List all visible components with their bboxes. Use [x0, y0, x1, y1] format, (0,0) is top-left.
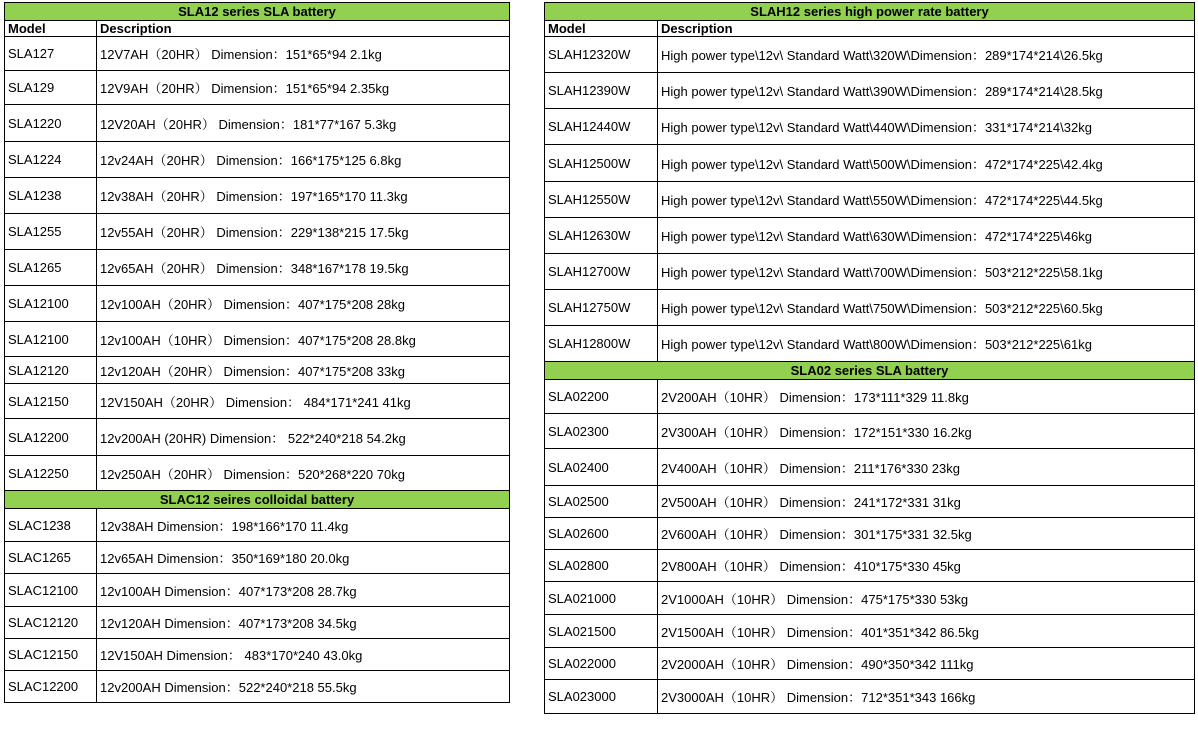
table-row	[5, 250, 510, 286]
model-cell: SLAH12440W	[545, 109, 658, 145]
table-row	[5, 384, 510, 419]
model-cell: SLAC1238	[5, 509, 97, 542]
table-row	[545, 326, 1195, 362]
table-row	[5, 105, 510, 142]
table-row	[545, 414, 1195, 449]
table-row	[545, 254, 1195, 290]
description-cell: 12v200AH (20HR) Dimension： 522*240*218 54.2kg	[97, 419, 510, 456]
table-row	[545, 182, 1195, 218]
model-cell: SLA12100	[5, 322, 97, 357]
table-row	[5, 71, 510, 105]
table-row	[5, 542, 510, 574]
model-column-header: Model	[545, 21, 658, 37]
table-row	[545, 680, 1195, 714]
description-cell: 12v24AH（20HR） Dimension：166*175*125 6.8kg	[97, 142, 510, 178]
table-row	[5, 322, 510, 357]
model-cell: SLA1224	[5, 142, 97, 178]
model-cell: SLA12100	[5, 286, 97, 322]
table-row	[545, 582, 1195, 615]
left-product-table	[4, 2, 510, 703]
model-cell: SLA02800	[545, 550, 658, 582]
right-product-table	[544, 2, 1195, 714]
section-title-row	[5, 491, 510, 509]
description-cell: High power type\12v\ Standard Watt\750W\Dimension：503*212*225\60.5kg	[658, 290, 1195, 326]
model-cell: SLAC1265	[5, 542, 97, 574]
table-row	[545, 380, 1195, 414]
description-cell: 2V1000AH（10HR） Dimension：475*175*330 53kg	[658, 582, 1195, 615]
table-row	[545, 615, 1195, 648]
model-cell: SLA12120	[5, 357, 97, 384]
table-row	[5, 509, 510, 542]
model-cell: SLAH12550W	[545, 182, 658, 218]
description-cell: 2V800AH（10HR） Dimension：410*175*330 45kg	[658, 550, 1195, 582]
left-table-body	[5, 3, 510, 703]
description-cell: 12v120AH（20HR） Dimension：407*175*208 33kg	[97, 357, 510, 384]
section-title-row	[545, 3, 1195, 21]
model-cell: SLAC12120	[5, 607, 97, 639]
model-cell: SLAH12320W	[545, 37, 658, 73]
model-cell: SLAH12800W	[545, 326, 658, 362]
table-row	[545, 518, 1195, 550]
description-cell: 12V7AH（20HR） Dimension：151*65*94 2.1kg	[97, 37, 510, 71]
table-row	[5, 357, 510, 384]
model-cell: SLA022000	[545, 648, 658, 680]
section-title-row	[5, 3, 510, 21]
table-row	[5, 671, 510, 703]
right-table-body	[545, 3, 1195, 714]
description-cell: 12v100AH Dimension：407*173*208 28.7kg	[97, 574, 510, 607]
description-cell: 2V200AH（10HR） Dimension：173*111*329 11.8kg	[658, 380, 1195, 414]
table-row	[545, 550, 1195, 582]
description-cell: 12v38AH Dimension：198*166*170 11.4kg	[97, 509, 510, 542]
model-cell: SLA12150	[5, 384, 97, 419]
model-cell: SLA12250	[5, 456, 97, 491]
description-cell: 12V150AH（20HR） Dimension： 484*171*241 41kg	[97, 384, 510, 419]
table-row	[5, 37, 510, 71]
table-row	[5, 607, 510, 639]
model-cell: SLA1238	[5, 178, 97, 214]
description-cell: 2V300AH（10HR） Dimension：172*151*330 16.2kg	[658, 414, 1195, 449]
table-row	[545, 648, 1195, 680]
table-row	[545, 145, 1195, 182]
description-cell: 2V2000AH（10HR） Dimension：490*350*342 111kg	[658, 648, 1195, 680]
description-cell: 12v55AH（20HR） Dimension：229*138*215 17.5kg	[97, 214, 510, 250]
table-row	[545, 109, 1195, 145]
table-row	[5, 419, 510, 456]
model-cell: SLA02400	[545, 449, 658, 486]
section-title: SLAH12 series high power rate battery	[545, 3, 1195, 21]
model-cell: SLA02600	[545, 518, 658, 550]
model-cell: SLAC12150	[5, 639, 97, 671]
description-cell: 12v38AH（20HR） Dimension：197*165*170 11.3kg	[97, 178, 510, 214]
description-cell: 2V1500AH（10HR） Dimension：401*351*342 86.5kg	[658, 615, 1195, 648]
model-cell: SLA129	[5, 71, 97, 105]
model-cell: SLAH12630W	[545, 218, 658, 254]
description-cell: High power type\12v\ Standard Watt\390W\Dimension：289*174*214\28.5kg	[658, 73, 1195, 109]
description-cell: High power type\12v\ Standard Watt\440W\Dimension：331*174*214\32kg	[658, 109, 1195, 145]
model-cell: SLA1220	[5, 105, 97, 142]
description-cell: High power type\12v\ Standard Watt\630W\Dimension：472*174*225\46kg	[658, 218, 1195, 254]
table-row	[545, 449, 1195, 486]
description-column-header: Description	[658, 21, 1195, 37]
section-title: SLA02 series SLA battery	[545, 362, 1195, 380]
description-cell: 2V3000AH（10HR） Dimension：712*351*343 166kg	[658, 680, 1195, 714]
table-row	[5, 178, 510, 214]
description-cell: 2V500AH（10HR） Dimension：241*172*331 31kg	[658, 486, 1195, 518]
column-header-row	[5, 21, 510, 37]
model-cell: SLA02200	[545, 380, 658, 414]
description-cell: 12v200AH Dimension：522*240*218 55.5kg	[97, 671, 510, 703]
description-cell: 12v65AH（20HR） Dimension：348*167*178 19.5kg	[97, 250, 510, 286]
description-cell: High power type\12v\ Standard Watt\800W\Dimension：503*212*225\61kg	[658, 326, 1195, 362]
description-cell: High power type\12v\ Standard Watt\700W\Dimension：503*212*225\58.1kg	[658, 254, 1195, 290]
description-cell: 12v100AH（10HR） Dimension：407*175*208 28.8kg	[97, 322, 510, 357]
model-cell: SLA02300	[545, 414, 658, 449]
model-cell: SLA023000	[545, 680, 658, 714]
model-cell: SLAH12750W	[545, 290, 658, 326]
model-cell: SLA127	[5, 37, 97, 71]
description-cell: 12v250AH（20HR） Dimension：520*268*220 70kg	[97, 456, 510, 491]
description-cell: 12v100AH（20HR） Dimension：407*175*208 28kg	[97, 286, 510, 322]
description-cell: High power type\12v\ Standard Watt\500W\Dimension：472*174*225\42.4kg	[658, 145, 1195, 182]
description-cell: 12V20AH（20HR） Dimension：181*77*167 5.3kg	[97, 105, 510, 142]
description-cell: 12v120AH Dimension：407*173*208 34.5kg	[97, 607, 510, 639]
table-row	[545, 486, 1195, 518]
table-row	[545, 73, 1195, 109]
table-row	[5, 456, 510, 491]
section-title: SLAC12 seires colloidal battery	[5, 491, 510, 509]
table-row	[545, 37, 1195, 73]
model-cell: SLAH12700W	[545, 254, 658, 290]
table-row	[5, 639, 510, 671]
model-column-header: Model	[5, 21, 97, 37]
table-row	[5, 214, 510, 250]
section-title-row	[545, 362, 1195, 380]
section-title: SLA12 series SLA battery	[5, 3, 510, 21]
table-row	[5, 286, 510, 322]
model-cell: SLA12200	[5, 419, 97, 456]
description-cell: 12v65AH Dimension：350*169*180 20.0kg	[97, 542, 510, 574]
description-cell: High power type\12v\ Standard Watt\550W\Dimension：472*174*225\44.5kg	[658, 182, 1195, 218]
model-cell: SLAC12100	[5, 574, 97, 607]
table-row	[545, 290, 1195, 326]
model-cell: SLA021500	[545, 615, 658, 648]
description-cell: 12V150AH Dimension： 483*170*240 43.0kg	[97, 639, 510, 671]
model-cell: SLAH12500W	[545, 145, 658, 182]
description-column-header: Description	[97, 21, 510, 37]
description-cell: High power type\12v\ Standard Watt\320W\Dimension：289*174*214\26.5kg	[658, 37, 1195, 73]
table-row	[545, 218, 1195, 254]
model-cell: SLA021000	[545, 582, 658, 615]
model-cell: SLAC12200	[5, 671, 97, 703]
column-header-row	[545, 21, 1195, 37]
description-cell: 2V600AH（10HR） Dimension：301*175*331 32.5kg	[658, 518, 1195, 550]
model-cell: SLA1265	[5, 250, 97, 286]
model-cell: SLA02500	[545, 486, 658, 518]
description-cell: 2V400AH（10HR） Dimension：211*176*330 23kg	[658, 449, 1195, 486]
table-row	[5, 142, 510, 178]
model-cell: SLAH12390W	[545, 73, 658, 109]
model-cell: SLA1255	[5, 214, 97, 250]
table-row	[5, 574, 510, 607]
description-cell: 12V9AH（20HR） Dimension：151*65*94 2.35kg	[97, 71, 510, 105]
